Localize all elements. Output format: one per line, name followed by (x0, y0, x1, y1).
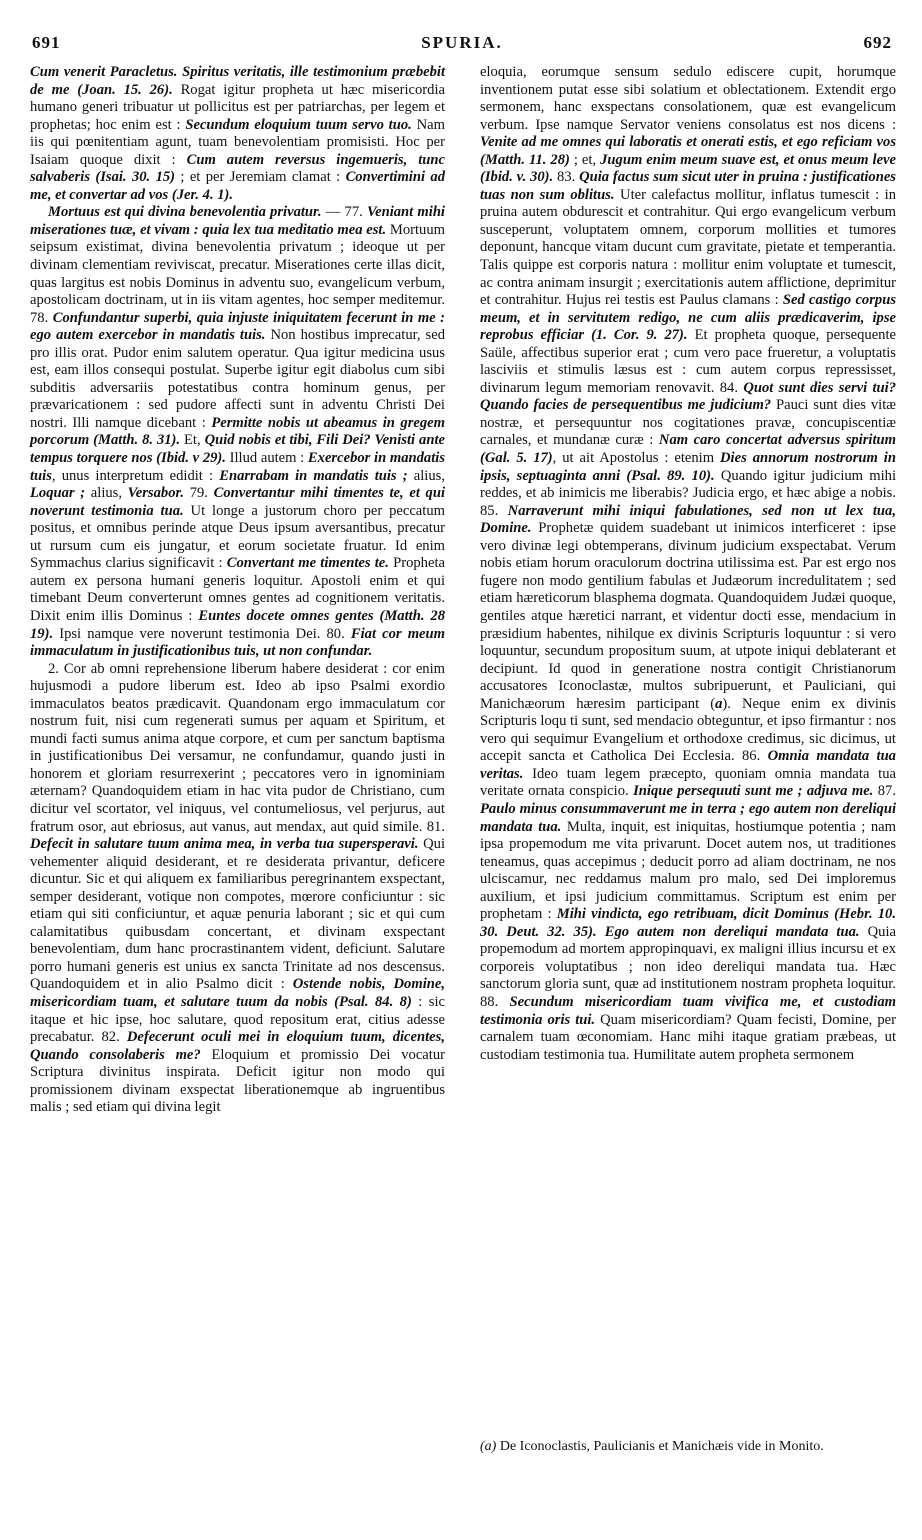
page-header (32, 30, 892, 56)
left-column (30, 64, 445, 1117)
footnote (480, 1438, 896, 1455)
paragraph: Cum venerit Paracletus. Spiritus veritatis, ille testimonium præbebit de me (Joan. 15. 26). Rogat igitur propheta ut hæc misericordia humano generi tribuatur ut pollicitus est per patriarchas, per legem et prophetas; hoc enim est : Secundum eloquium tuum servo tuo. Nam iis qui pœnitentiam agunt, tuam benevolentiam promisisti. Hoc per Isaiam quoque dixit : Cum autem reversus ingemueris, tunc salvaberis (Isai. 30. 15) ; et per Jeremiam clamat : Convertimini ad me, et convertar ad vos (Jer. 4. 1). (30, 64, 445, 203)
footnote-mark: (a) (480, 1439, 497, 1454)
right-column (480, 64, 896, 1064)
paragraph: eloquia, eorumque sensum sedulo ediscere cupit, horumque inventionem putat esse sibi solatium et oblectationem. Extendit ergo sermonem, hanc exspectans consolationem, quæ est evangelicum verbum. Ipse namque Servator veniens consolatus est nos dicens : Venite ad me omnes qui laboratis et onerati estis, et ego reficiam vos (Matth. 11. 28) ; et, Jugum enim meum suave est, et onus meum leve (Ibid. v. 30). 83. Quia factus sum sicut uter in pruina : justificationes tuas non sum oblitus. Uter calefactus mollitur, inflatus tumescit : in pruina autem obdurescit et contrahitur. Qui ergo evangelicum verbum susceperunt, voluptatem omnem, corporum mollities et tumores deponunt, hancque vitam ducunt cum gravitate, pietate et temperantia. Talis quippe est corporis natura : mollitur enim voluptate et tumescit, ac contra animam insurgit ; exercitationis autem afflictione, deprimitur et contrahitur. Hujus rei testis est Paulus clamans : Sed castigo corpus meum, et in servitutem redigo, ne cum aliis prædicaverim, ipse reprobus efficiar (1. Cor. 9. 27). Et propheta quoque, persequente Saüle, affectibus superior erat ; cum vero pace frueretur, a voluptatis lasciviis et stimulis læsus est : cum autem corpus repressisset, divinarum legum memoriam renovavit. 84. Quot sunt dies servi tui? Quando facies de persequentibus me judicium? Pauci sunt dies vitæ nostræ, et persequuntur nos cogitationes pravæ, concupiscentiæ carnales, et mundanæ curæ : Nam caro concertat adversus spiritum (Gal. 5. 17), ut ait Apostolus : etenim Dies annorum nostrorum in ipsis, septuaginta anni (Psal. 89. 10). Quando igitur judicium mihi reddes, et ab inimicis me liberabis? Judicia ergo, et hæc abige a nobis. 85. Narraverunt mihi iniqui fabulationes, sed non ut lex tua, Domine. Prophetæ quidem suadebant ut inimicos interficeret : ipse vero divinæ legi obtemperans, divinum judicium exspectabat. Verum nobis etiam horum oraculorum doctrina utilissima est. Par est ergo nos fugere non modo gentilium fabulas et Judæorum incredulitatem ; sed etiam hæreticorum blasphema dogmata. Quandoquidem Judæi quoque, gentiles atque hæretici narrant, et videntur docti esse, mendacium in præsidium habentes, nihilque ex divinis Scripturis loquuntur : si vero loquuntur, secundum propositum suum, at utpote iniqui deblaterant et decipiunt. Id quod in generatione nostra contigit Christianorum accusatores Iconoclastæ, multos subripuerunt, et Pauliciani, qui Manichæorum hæresim participant (a). Neque enim ex divinis Scripturis loqu ti sunt, sed mendacio obteguntur, et ipso firmantur : nos vero qui sequimur Evangelium et orthodoxe credimus, sic dicimus, ut accepit sancta et Catholica Dei Ecclesia. 86. Omnia mandata tua veritas. Ideo tuam legem præcepto, quoniam omnia mandata tua veritate ornata conspicio. Inique persequuti sunt me ; adjuva me. 87. Paulo minus consummaverunt me in terra ; ego autem non dereliqui mandata tua. Multa, inquit, est iniquitas, hostiumque potentia ; nam ipsa propemodum me vita privarunt. Docet autem nos, ut traditiones teneamus, quas accepimus ; deducit porro ad aliam doctrinam, ne nos ulciscamur, nec reddamus malum pro malo, sed Dei imploremus auxilium, et ipsi judicium committamus. Scriptum est enim per prophetam : Mihi vindicta, ego retribuam, dicit Dominus (Hebr. 10. 30. Deut. 32. 35). Ego autem non dereliqui mandata tua. Quia propemodum ad mortem appropinquavi, ex maligni illius incursu et ex corporeis voluptatibus ; non ideo dereliqui mandata tua. Hæc sanctorum gloria sunt, quæ ad institutionem nostram propheta loquitur. 88. Secundum misericordiam tuam vivifica me, et custodiam testimonia oris tui. Quam misericordiam? Quam fecisti, Domine, per carnalem tuam œconomiam. Hanc mihi itaque gratiam præbeas, ut custodiam testimonia tua. Humilitate autem propheta sermonem (480, 64, 897, 1063)
paragraph: Mortuus est qui divina benevolentia privatur. — 77. Veniant mihi miserationes tuæ, et vivam : quia lex tua meditatio mea est. Mortuum seipsum existimat, divina benevolentia privatum ; ideoque ut per divinam clementiam reviviscat, precatur. Miserationes certe illas dicit, quas largitus est nobis Dominus in adventu suo, evangelicum verbum, apostolicam doctrinam, ut in iis vitam agentes, hoc semper meditemur. 78. Confundantur superbi, quia injuste iniquitatem fecerunt in me : ego autem exercebor in mandatis tuis. Non hostibus imprecatur, sed pro illis orat. Pudor enim salutem operatur. Qua igitur medicina usus est, eam illos consequi postulat. Superbe igitur egit diabolus cum sibi subditis adversariis potestatibus contra hominum genus, per prævaricationem : sed pudore affecti sunt in adventu Christi Dei nostri. Illi namque dicebant : Permitte nobis ut abeamus in gregem porcorum (Matth. 8. 31). Et, Quid nobis et tibi, Fili Dei? Venisti ante tempus torquere nos (Ibid. v 29). Illud autem : Exercebor in mandatis tuis, unus interpretum edidit : Enarrabam in mandatis tuis ; alius, Loquar ; alius, Versabor. 79. Convertantur mihi timentes te, et qui noverunt testimonia tua. Ut longe a justorum choro per peccatum positus, et omnibus perinde atque Deus ipsum aversantibus, precatur ut rursum cum eis jungatur, et eorum societate fruatur. Id enim Symmachus clarius significavit : Convertant me timentes te. Propheta autem ex persona humani generis loquitur. Apostoli enim et qui timebant Deum converterunt omnes gentes ad cognitionem veritatis. Dixit enim illis Dominus : Euntes docete omnes gentes (Matth. 28 19). Ipsi namque vere noverunt testimonia Dei. 80. Fiat cor meum immaculatum in justificationibus tuis, ut non confundar. (30, 204, 446, 660)
right-page-number: 692 (863, 33, 892, 52)
paragraph: 2. Cor ab omni reprehensione liberum habere desiderat : cor enim hujusmodi a pudore liberum est. Ideo ab ipso Psalmi exordio immaculatos beatos prædicavit. Quandonam ergo immaculatum cor nostrum fuit, nisi cum regenerati sumus per aquam et Spiritum, et mundi facti sumus anima atque corpore, et cum per sanctum baptisma in justificationibus Dei versamur, ne confundamur, quando justi in honorem et gloriam resurrexerint ; peccatores vero in ignominiam æternam? Quandoquidem etiam in hac vita pudor de Christiano, cum dicitur vel scortator, vel iniquus, vel contumeliosus, vel perjurus, aut fratrum osor, aut ebriosus, aut vanus, aut mendax, aut quid simile. 81. Defecit in salutare tuum anima mea, in verba tua supersperavi. Qui vehementer aliquid desiderant, et re desiderata privantur, deficere dicuntur. Sic et qui aliquem ex familiaribus peregrinantem exspectant, semper desiderant, votique non compotes, mœrore conficiuntur : sic etiam qui siti conficiuntur, et aquæ penuria laborant ; sic et qui cum calamitatibus quibusdam concertant, et divinam exspectant benevolentiam, dum hanc procrastinantem vident, deficiunt. Salutare porro humani generis est unius ex sancta Trinitate ad nos descensus. Quandoquidem et in alio Psalmo dicit : Ostende nobis, Domine, misericordiam tuam, et salutare tuum da nobis (Psal. 84. 8) : sic itaque et hic ipse, hoc salutare, quod repositum erat, citius adesse precabatur. 82. Defecerunt oculi mei in eloquium tuum, dicentes, Quando consolaberis me? Eloquium et promissio Dei vocatur Scriptura divinitus inspirata. Deficit igitur non modo qui promissionem divinam exspectat liberationemque ab ingruentibus malis ; sed etiam qui divina legit (30, 660, 445, 1116)
left-page-number: 691 (32, 33, 61, 52)
footnote-text: De Iconoclastis, Paulicianis et Manichæis vide in Monito. (499, 1439, 824, 1454)
running-title: SPURIA. (421, 33, 503, 52)
